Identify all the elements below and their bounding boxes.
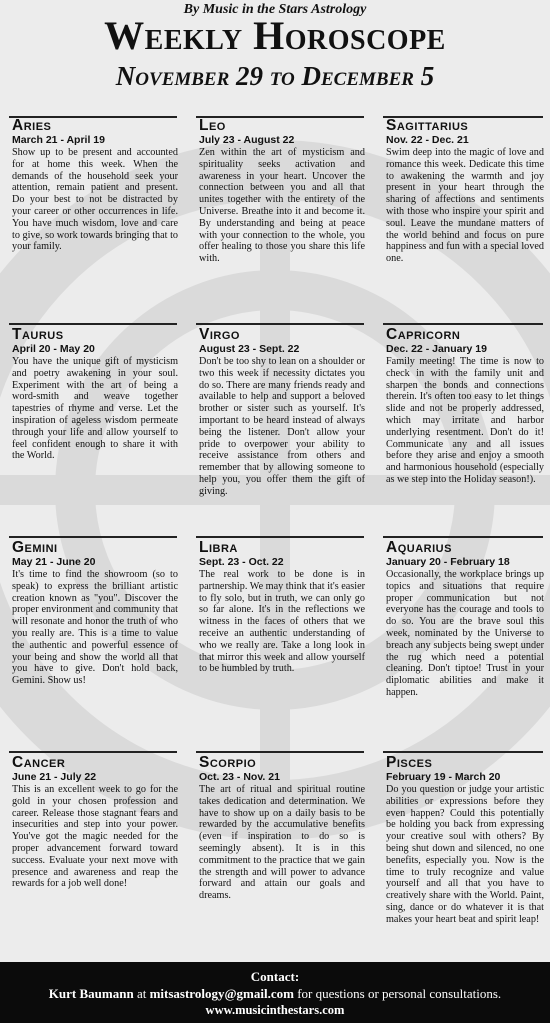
sign-name: Virgo [199,326,240,343]
sign-date-range: Nov. 22 - Dec. 21 [386,134,469,146]
sign-name: Sagittarius [386,117,469,134]
website-link[interactable]: www.musicinthestars.com [205,1003,345,1017]
sign-date-range: Dec. 22 - January 19 [386,343,487,355]
sign-name: Aries [12,117,52,134]
contact-name: Kurt Baumann [48,986,134,1001]
divider [9,751,177,753]
sign-date-range: February 19 - March 20 [386,771,501,783]
sign-name: Pisces [386,754,433,771]
sign-reading: Zen within the art of mysticism and spirituality seeks activation and awareness in your heart. Uncover the connection between you and all that unites together with the entirety of the Universe. Breathe into it and become it. By understanding and being at peace with your connection to the whole, you offer healing to those you share this life with. [199,147,365,265]
sign-reading: You have the unique gift of mysticism and poetry awakening in your soul. Experiment with the art of being a word-smith and weave together tapestries of rhyme and verse. Let the inspiration of ageless wisdom permeate through your life and allow yourself to feel confident enough to share it with the World. [12,356,178,462]
divider [196,751,364,753]
sign-reading: It's time to find the showroom (so to speak) to express the brilliant artistic creation known as "you". Discover the proper environment and community that will resonate and honor the truth of who you really are. This is a time to value the authentic and powerful essence of your being and show the world all that you have to give. Don't hold back, Gemini. Show us! [12,569,178,687]
divider [9,536,177,538]
byline: By Music in the Stars Astrology [183,2,367,17]
date-range: November 29 to December 5 [115,61,435,91]
sign-reading: Occasionally, the workplace brings up topics and situations that require proper communication but not everyone has the courage and tools to do so. You are the brave soul this week, nominated by the Universe to breach any subjects being swept under the rug which need a potential cleaning. Don't tiptoe! Trust in your diplomatic abilities and make it happen. [386,569,544,698]
contact-at: at [136,986,147,1001]
sign-date-range: April 20 - May 20 [12,343,95,355]
sign-date-range: Sept. 23 - Oct. 22 [199,556,284,568]
sign-name: Leo [199,117,226,134]
sign-name: Capricorn [386,326,461,343]
divider [9,323,177,325]
sign-reading: This is an excellent week to go for the gold in your chosen profession and career. Release those stagnant fears and insecurities and step into your power. You've got the magic needed for the proper advancement forward toward success. Evaluate your next move with presence and awareness and reap the rewards for a job well done! [12,784,178,890]
sign-name: Taurus [12,326,64,343]
contact-email-link[interactable]: mitsastrology@gmail.com [149,986,294,1001]
divider [383,536,543,538]
sign-name: Scorpio [199,754,257,771]
sign-date-range: March 21 - April 19 [12,134,105,146]
sign-name: Cancer [12,754,66,771]
contact-suffix: for questions or personal consultations. [297,986,502,1001]
horoscope-aquarius [386,540,544,699]
divider [383,323,543,325]
contact-label: Contact: [250,969,300,984]
horoscope-capricorn [386,327,544,486]
sign-reading: Don't be too shy to lean on a shoulder or two this week if necessity dictates you do so. There are many friends ready and available to help and support a beloved brother or sister such as yourself. It's important to be heard instead of always being the listener. Don't allow your pride to overpower your ability to receive assistance from others and remember that by allowing someone to help you, you offer them the gift of giving. [199,356,365,497]
sign-date-range: June 21 - July 22 [12,771,97,783]
sign-reading: Show up to be present and accounted for at home this week. When the demands of the household seek your attention, remain patient and present. Do your best to not be distracted by your career or other occurrences in life. You have much wisdom, love and care to give, so work towards bringing that to your family. [12,147,178,253]
sign-date-range: May 21 - June 20 [12,556,96,568]
page-title: Weekly Horoscope [104,13,446,58]
sign-name: Aquarius [386,539,452,556]
contact-line [0,986,550,1002]
divider [383,751,543,753]
horoscope-virgo [199,327,365,498]
sign-name: Libra [199,539,238,556]
divider [196,536,364,538]
horoscope-sagittarius [386,118,544,265]
horoscope-taurus [12,327,178,462]
sign-date-range: August 23 - Sept. 22 [199,343,300,355]
sign-date-range: Oct. 23 - Nov. 21 [199,771,280,783]
horoscope-cancer [12,755,178,890]
sign-date-range: July 23 - August 22 [199,134,295,146]
horoscope-scorpio [199,755,365,902]
horoscope-pisces [386,755,544,926]
sign-reading: Do you question or judge your artistic abilities or expressions before they even happen? Could this potentially be holding you back from expressing your creative soul with others? By being shut down and silenced, no one benefits, especially you. Now is the time to truly recognize and value yourself and all that you have to creatively share with the World. Paint, sing, dance or do whatever it is that makes your heart beat and spirit leap! [386,784,544,925]
horoscope-libra [199,540,365,675]
divider [196,323,364,325]
sign-date-range: January 20 - February 18 [386,556,510,568]
sign-reading: The art of ritual and spiritual routine takes dedication and determination. We have to show up on a daily basis to be rewarded by the accumulative benefits (even if inspiration to do so is seemingly absent). It is in this commitment to the practice that we gain the strength and will power to advance forward and attain our goals and dreams. [199,784,365,902]
sign-reading: The real work to be done is in partnership. We may think that it's easier to fly solo, but in truth, we can only go so far alone. It's in the reflections we witness in the faces of others that we receive an authentic understanding of who we really are. Take a long look in that mirror this week and allow yourself to be humbled by truth. [199,569,365,675]
horoscope-aries [12,118,178,253]
sign-reading: Swim deep into the magic of love and romance this week. Dedicate this time to awakening the warmth and joy present in your heart through the sharing of affections and sentiments with those who inspire your spirit and soul. Leave the mundane matters of the world behind and focus on pure happiness and fun with a special loved one. [386,147,544,265]
horoscope-leo [199,118,365,265]
sign-name: Gemini [12,539,58,556]
contact-footer [0,962,550,1023]
horoscope-gemini [12,540,178,687]
sign-reading: Family meeting! The time is now to check in with the family unit and sharpen the bonds and connections therein. It's often too easy to let things slide and not be properly addressed, which may irritate and harbor underlying resentment. Don't do it! Communicate any and all issues before they arise and enjoy a smooth and harmonious household (especially as we step into the Holiday season!). [386,356,544,485]
